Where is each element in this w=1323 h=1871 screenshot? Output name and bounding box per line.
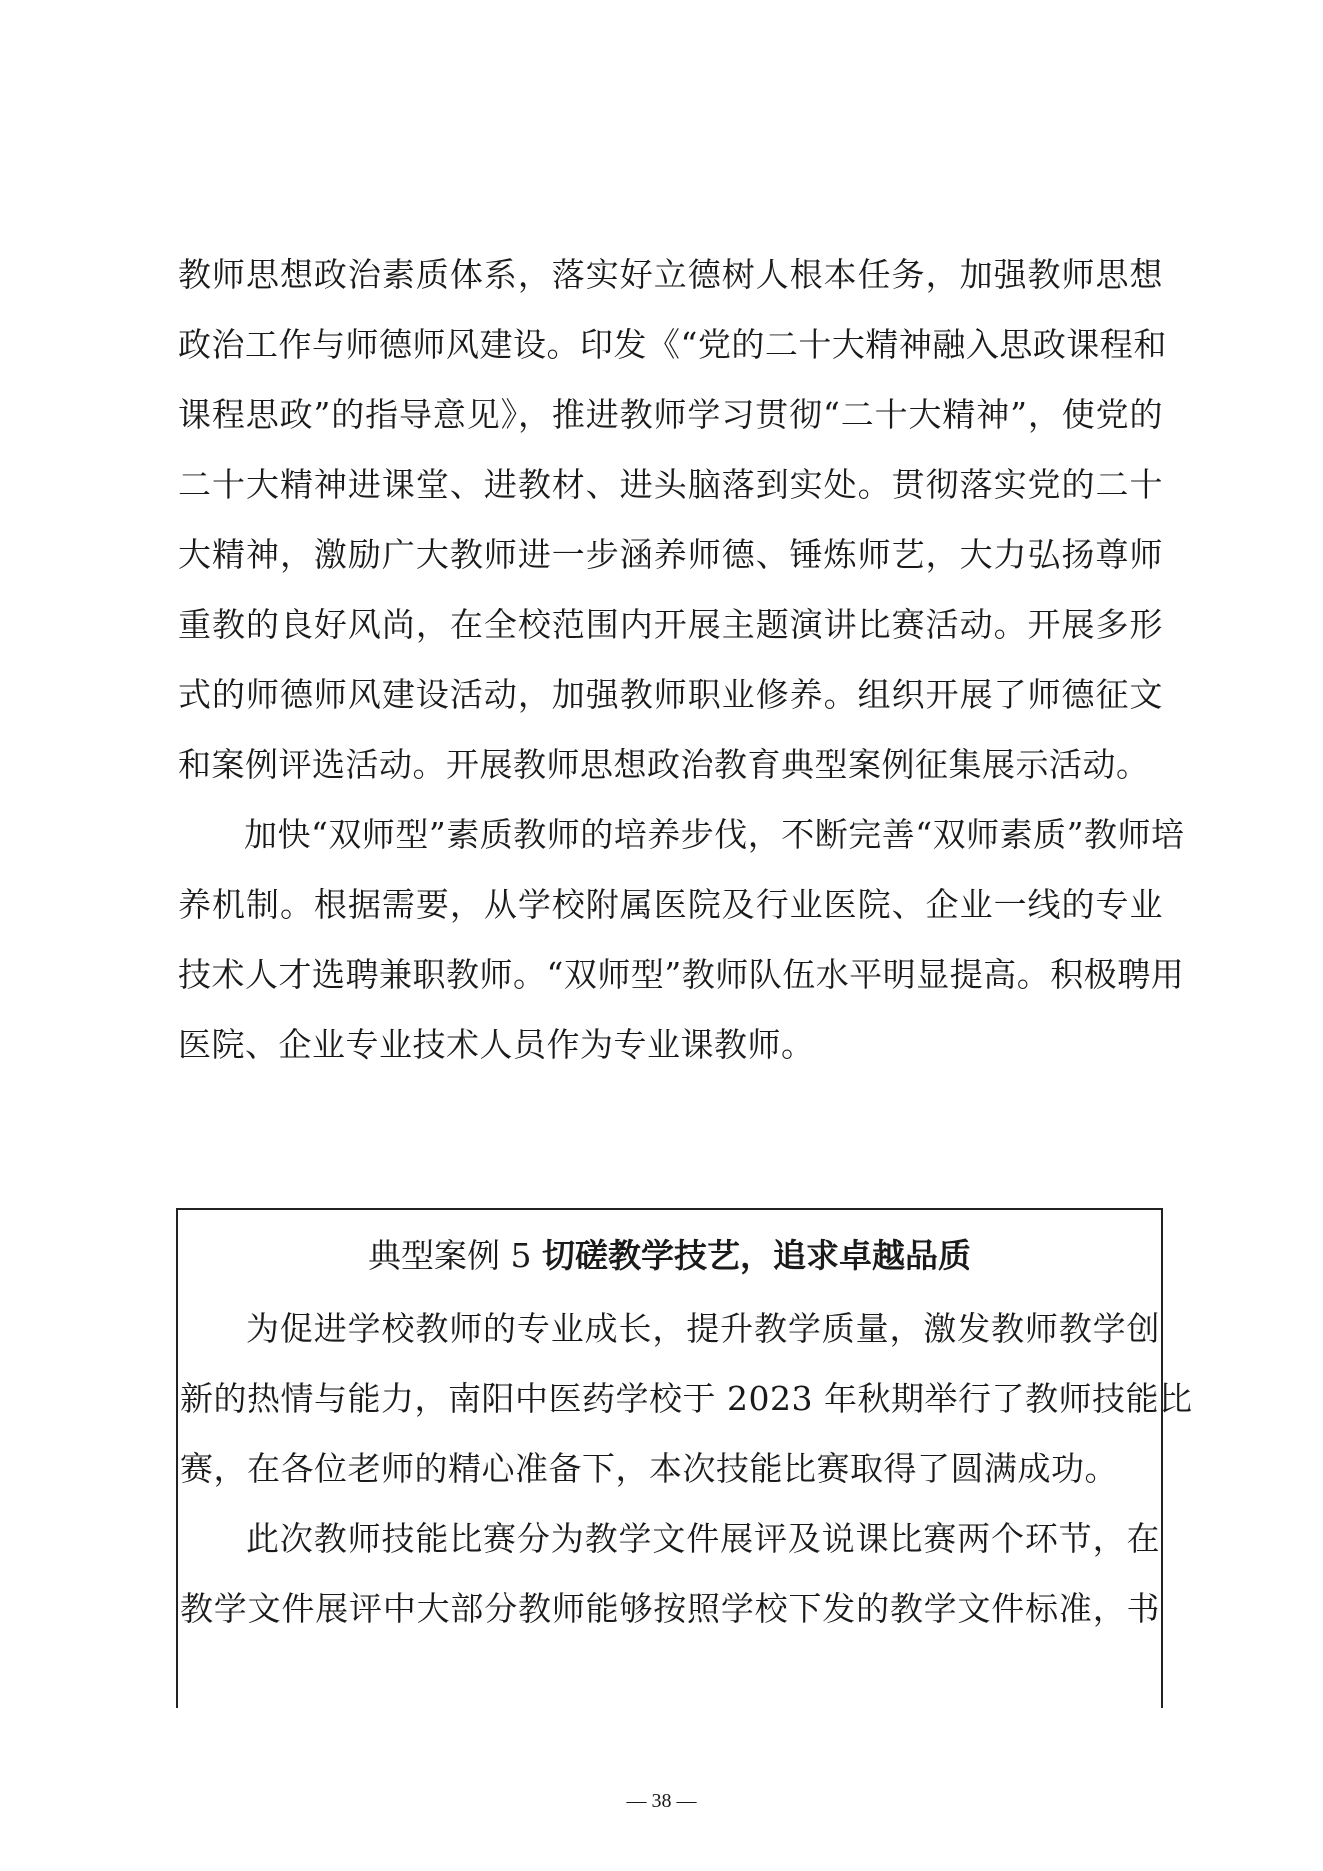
case-paragraph-1-line: 为促进学校教师的专业成长，提升教学质量，激发教师教学创 (246, 1309, 1160, 1348)
paragraph-1-line: 式的师德师风建设活动，加强教师职业修养。组织开展了师德征文 (178, 675, 1163, 714)
paragraph-1-line: 大精神，激励广大教师进一步涵养师德、锤炼师艺，大力弘扬尊师 (178, 535, 1163, 574)
case-study-heading: 切磋教学技艺，追求卓越品质 (541, 1236, 971, 1275)
paragraph-2-line: 医院、企业专业技术人员作为专业课教师。 (178, 1025, 815, 1064)
case-study-title (178, 1228, 1161, 1284)
case-paragraph-2-line: 此次教师技能比赛分为教学文件展评及说课比赛两个环节，在 (246, 1519, 1160, 1558)
paragraph-1-line: 重教的良好风尚，在全校范围内开展主题演讲比赛活动。开展多形 (178, 605, 1163, 644)
paragraph-1-line: 二十大精神进课堂、进教材、进头脑落到实处。贯彻落实党的二十 (178, 465, 1163, 504)
paragraph-1-line: 教师思想政治素质体系，落实好立德树人根本任务，加强教师思想 (178, 255, 1163, 294)
case-paragraph-1-line: 赛，在各位老师的精心准备下，本次技能比赛取得了圆满成功。 (180, 1449, 1118, 1488)
paragraph-1-line: 课程思政”的指导意见》，推进教师学习贯彻“二十大精神”，使党的 (178, 395, 1163, 434)
paragraph-1-line: 政治工作与师德师风建设。印发《“党的二十大精神融入思政课程和 (178, 325, 1167, 364)
paragraph-2-line: 技术人才选聘兼职教师。“双师型”教师队伍水平明显提高。积极聘用 (178, 955, 1185, 994)
case-study-box (176, 1208, 1193, 1708)
paragraph-2-line: 加快“双师型”素质教师的培养步伐，不断完善“双师素质”教师培 (244, 815, 1185, 854)
page-number: — 38 — (626, 1790, 697, 1812)
case-study-label: 典型案例 5 (368, 1236, 542, 1275)
body-text (178, 240, 1185, 1080)
case-study-text (180, 1294, 1193, 1644)
paragraph-1-line: 和案例评选活动。开展教师思想政治教育典型案例征集展示活动。 (178, 745, 1150, 784)
case-paragraph-2-line: 教学文件展评中大部分教师能够按照学校下发的教学文件标准，书 (180, 1589, 1160, 1628)
paragraph-2-line: 养机制。根据需要，从学校附属医院及行业医院、企业一线的专业 (178, 885, 1163, 924)
case-paragraph-1-line: 新的热情与能力，南阳中医药学校于 2023 年秋期举行了教师技能比 (180, 1379, 1193, 1418)
